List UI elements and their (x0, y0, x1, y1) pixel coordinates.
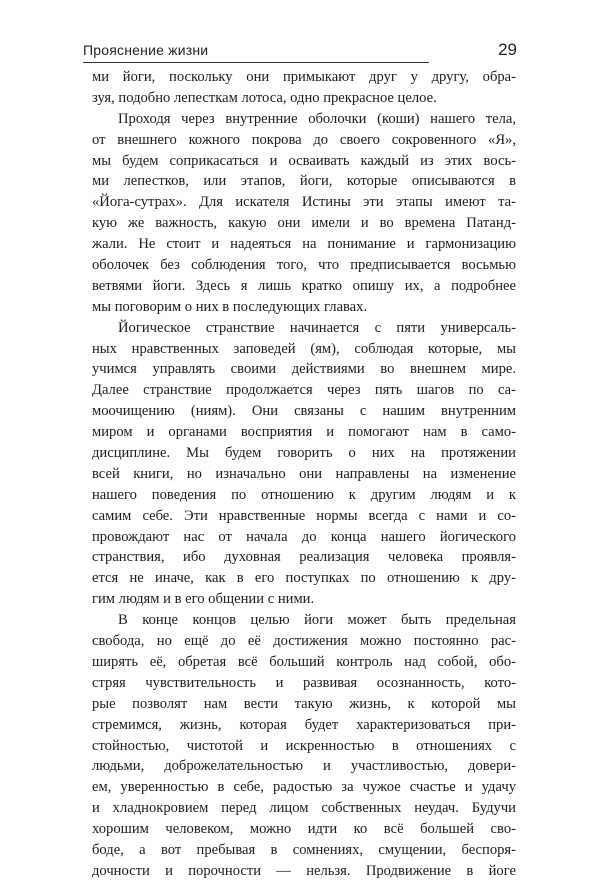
text-line: оболочек без соблюдения того, что предписывается восьмью (92, 257, 516, 274)
text-line: всей книги, но изначально они направлены на изменение (92, 465, 516, 482)
text-line: ветвями йоги. Здесь я лишь кратко опишу их, а подробнее (92, 277, 516, 294)
text-line: Проходя через внутренние оболочки (коши) нашего тела, (118, 110, 516, 127)
text-line: свобода, но ещё до её достижения можно постоянно рас- (92, 633, 516, 650)
text-line: ных нравственных заповедей (ям), соблюдая которые, мы (92, 340, 516, 357)
text-line: стремимся, жизнь, которая будет характеризоваться при- (92, 716, 516, 733)
text-line: дисциплине. Мы будем говорить о них на протяжении (92, 445, 516, 462)
text-line: учимся управлять своими действиями во внешнем мире. (92, 361, 516, 378)
text-line: Йогическое странствие начинается с пяти универсаль- (118, 319, 516, 336)
running-head (83, 38, 517, 62)
text-line: кую же важность, какую они имели и во времена Патанд- (92, 215, 516, 232)
text-line: гим людям и в его общении с ними. (92, 591, 315, 608)
paragraph (92, 610, 516, 882)
text-line: стойностью, чистотой и искренностью в отношениях с (92, 737, 516, 754)
body-text (92, 67, 516, 882)
paragraph (92, 109, 516, 318)
page-number: 29 (498, 40, 517, 59)
text-line: ем, уверенностью в себе, радостью за чужое счастье и удачу (92, 779, 516, 796)
text-line: мы поговорим о них в последующих главах. (92, 298, 368, 315)
text-line: ширять её, обретая всё больший контроль над собой, обо- (92, 653, 516, 670)
paragraph (92, 67, 516, 109)
text-line: мы будем соприкасаться и осваивать каждый из этих вось- (92, 152, 516, 169)
text-line: самим себе. Эти нравственные нормы всегда с нами и со- (92, 507, 516, 524)
text-line: Далее странствие продолжается через пять шагов по са- (92, 382, 516, 399)
text-line: дочности и порочности — нельзя. Продвижение в йоге (92, 862, 516, 879)
running-title: Прояснение жизни (83, 42, 209, 58)
text-line: провождают нас от начала до конца нашего йогического (92, 528, 516, 545)
header-rule (83, 62, 429, 63)
text-line: ми лепестков, или этапов, йоги, которые описываются в (92, 173, 516, 190)
text-line: моочищению (ниям). Они связаны с нашим внутренним (92, 403, 516, 420)
text-line: ми йоги, поскольку они примыкают друг у другу, обра- (92, 69, 516, 85)
text-line: и хладнокровием перед лицом собственных неудач. Будучи (92, 800, 516, 817)
text-line: жали. Не стоит и надеяться на понимание и гармонизацию (92, 236, 516, 253)
text-line: странствия, ибо духовная реализация человека проявля- (92, 549, 516, 566)
text-line: стряя чувствительность и развивая осознанность, кото- (92, 674, 516, 691)
paragraph (92, 318, 516, 610)
text-line: нашего поведения по отношению к другим людям и к (92, 486, 516, 503)
text-line: хорошим человеком, можно идти ко всё большей сво- (92, 821, 516, 838)
text-line: людьми, доброжелательностью и участливостью, довери- (92, 758, 516, 775)
text-line: рые позволят нам вести такую жизнь, к которой мы (92, 695, 516, 712)
text-line: миром и органами восприятия и помогают нам в само- (92, 424, 516, 441)
text-line: от внешнего кожного покрова до своего сокровенного «Я», (92, 131, 516, 148)
text-line: В конце концов целью йоги может быть предельная (118, 612, 516, 629)
text-line: зуя, подобно лепесткам лотоса, одно прекрасное целое. (92, 89, 437, 106)
text-line: боде, а вот пребывая в сомнениях, смущении, беспоря- (92, 841, 516, 858)
text-line: «Йога-сутрах». Для искателя Истины эти этапы имеют та- (92, 194, 516, 211)
text-line: ется не иначе, как в его поступках по отношению к дру- (92, 570, 516, 587)
